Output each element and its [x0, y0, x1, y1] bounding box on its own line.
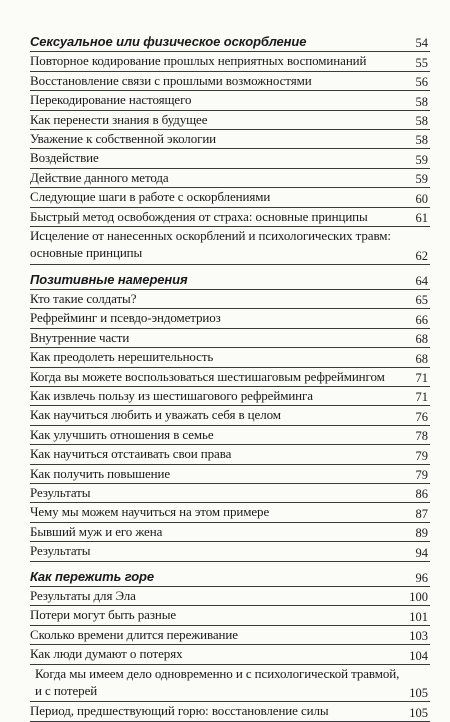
- entry-title: Период, предшествующий горю: восстановление силы: [30, 703, 329, 719]
- entry-title: Действие данного метода: [30, 169, 169, 185]
- entry-page-number: 79: [415, 468, 428, 482]
- table-of-contents: [30, 33, 430, 722]
- toc-section-heading: [30, 568, 430, 587]
- entry-title: Повторное кодирование прошлых неприятных воспоминаний: [30, 53, 367, 69]
- section-page-number: 64: [415, 274, 428, 289]
- toc-entry: [30, 52, 430, 71]
- entry-title: Как научиться отстаивать свои права: [30, 446, 232, 462]
- entry-title: Как улучшить отношения в семье: [30, 426, 214, 442]
- entry-title: Перекодирование настоящего: [30, 92, 192, 108]
- entry-title: Как извлечь пользу из шестишагового рефрейминга: [30, 388, 313, 404]
- toc-entry: [30, 606, 430, 625]
- entry-page-number: 105: [409, 686, 428, 701]
- entry-page-number: 55: [415, 55, 428, 70]
- toc-entry: [30, 465, 430, 484]
- entry-title: Как научиться любить и уважать себя в целом: [30, 407, 281, 423]
- entry-title: Следующие шаги в работе с оскорблениями: [30, 189, 271, 205]
- entry-title: Чему мы можем научиться на этом примере: [30, 504, 270, 520]
- section-title: Позитивные намерения: [30, 271, 188, 287]
- entry-page-number: 94: [415, 545, 428, 560]
- entry-page-number: 100: [409, 590, 428, 605]
- entry-title: Результаты для Эла: [30, 587, 136, 603]
- toc-entry: [30, 587, 430, 606]
- entry-page-number: 68: [415, 351, 428, 366]
- toc-entry: [30, 387, 430, 406]
- entry-page-number: 60: [415, 191, 428, 206]
- entry-page-number: 78: [415, 429, 428, 444]
- toc-entry: [30, 542, 430, 561]
- toc-entry: [30, 329, 430, 348]
- toc-entry: [30, 309, 430, 328]
- entry-title: Результаты: [30, 543, 91, 559]
- toc-entry: [30, 149, 430, 168]
- entry-title: Как люди думают о потерях: [30, 646, 183, 662]
- toc-entry: [30, 523, 430, 542]
- entry-page-number: 56: [415, 75, 428, 90]
- entry-page-number: 103: [409, 629, 428, 644]
- toc-entry: [30, 130, 430, 149]
- toc-entry: [30, 169, 430, 188]
- toc-entry: [30, 702, 430, 721]
- entry-page-number: 101: [409, 609, 428, 624]
- toc-entry: [30, 426, 430, 445]
- toc-entry: [30, 665, 430, 703]
- entry-title: Когда мы имеем дело одновременно и с психологической травмой, и с потерей: [35, 665, 400, 699]
- section-page-number: 96: [415, 570, 428, 585]
- entry-page-number: 58: [415, 94, 428, 109]
- toc-entry: [30, 348, 430, 367]
- entry-page-number: 79: [415, 448, 428, 463]
- entry-title: Исцеление от нанесенных оскорблений и психологических травм: основные принципы: [30, 227, 391, 261]
- entry-page-number: 86: [415, 487, 428, 502]
- entry-page-number: 71: [415, 371, 428, 386]
- entry-title: Кто такие солдаты?: [30, 291, 137, 307]
- entry-page-number: 66: [415, 312, 428, 327]
- entry-title: Рефрейминг и псевдо-эндометриоз: [30, 310, 221, 326]
- entry-page-number: 89: [415, 526, 428, 541]
- toc-entry: [30, 111, 430, 130]
- entry-page-number: 58: [415, 133, 428, 148]
- entry-title: Восстановление связи с прошлыми возможностями: [30, 72, 312, 88]
- toc-entry: [30, 188, 430, 207]
- entry-page-number: 59: [415, 172, 428, 187]
- section-title: Как пережить горе: [30, 568, 155, 584]
- section-title: Сексуальное или физическое оскорбление: [30, 34, 307, 49]
- entry-title: Быстрый метод освобождения от страха: основные принципы: [30, 208, 368, 224]
- toc-entry: [30, 72, 430, 91]
- entry-title: Сколько времени длится переживание: [30, 626, 238, 642]
- entry-page-number: 104: [409, 648, 428, 663]
- toc-section-heading: [30, 271, 430, 290]
- entry-page-number: 105: [409, 705, 428, 720]
- entry-title: Бывший муж и его жена: [30, 523, 163, 539]
- section-page-number: 54: [415, 36, 428, 51]
- entry-title: Результаты: [30, 485, 91, 500]
- entry-title: Уважение к собственной экологии: [30, 130, 217, 146]
- entry-title: Как получить повышение: [30, 465, 171, 481]
- entry-title: Потери могут быть разные: [30, 607, 177, 623]
- toc-entry: [30, 645, 430, 664]
- toc-entry: [30, 91, 430, 110]
- entry-page-number: 65: [415, 293, 428, 308]
- entry-title: Внутренние части: [30, 329, 130, 345]
- entry-page-number: 71: [415, 390, 428, 405]
- toc-entry: [30, 368, 430, 387]
- entry-title: Как перенести знания в будущее: [30, 111, 208, 127]
- toc-section-heading: [30, 33, 430, 52]
- toc-entry: [30, 406, 430, 425]
- entry-page-number: 68: [415, 332, 428, 347]
- toc-entry: [30, 290, 430, 309]
- entry-page-number: 87: [415, 506, 428, 521]
- toc-entry: [30, 484, 430, 503]
- entry-page-number: 59: [415, 152, 428, 167]
- entry-page-number: 61: [415, 210, 428, 225]
- toc-entry: [30, 208, 430, 227]
- entry-title: Когда вы можете воспользоваться шестишаговым рефреймингом: [30, 368, 385, 384]
- entry-page-number: 58: [415, 113, 428, 128]
- entry-title: Как преодолеть нерешительность: [30, 349, 214, 365]
- entry-page-number: 76: [415, 409, 428, 424]
- entry-title: Воздействие: [30, 150, 99, 166]
- entry-page-number: 62: [415, 248, 428, 263]
- toc-entry: [30, 227, 430, 265]
- toc-entry: [30, 445, 430, 464]
- toc-entry: [30, 503, 430, 522]
